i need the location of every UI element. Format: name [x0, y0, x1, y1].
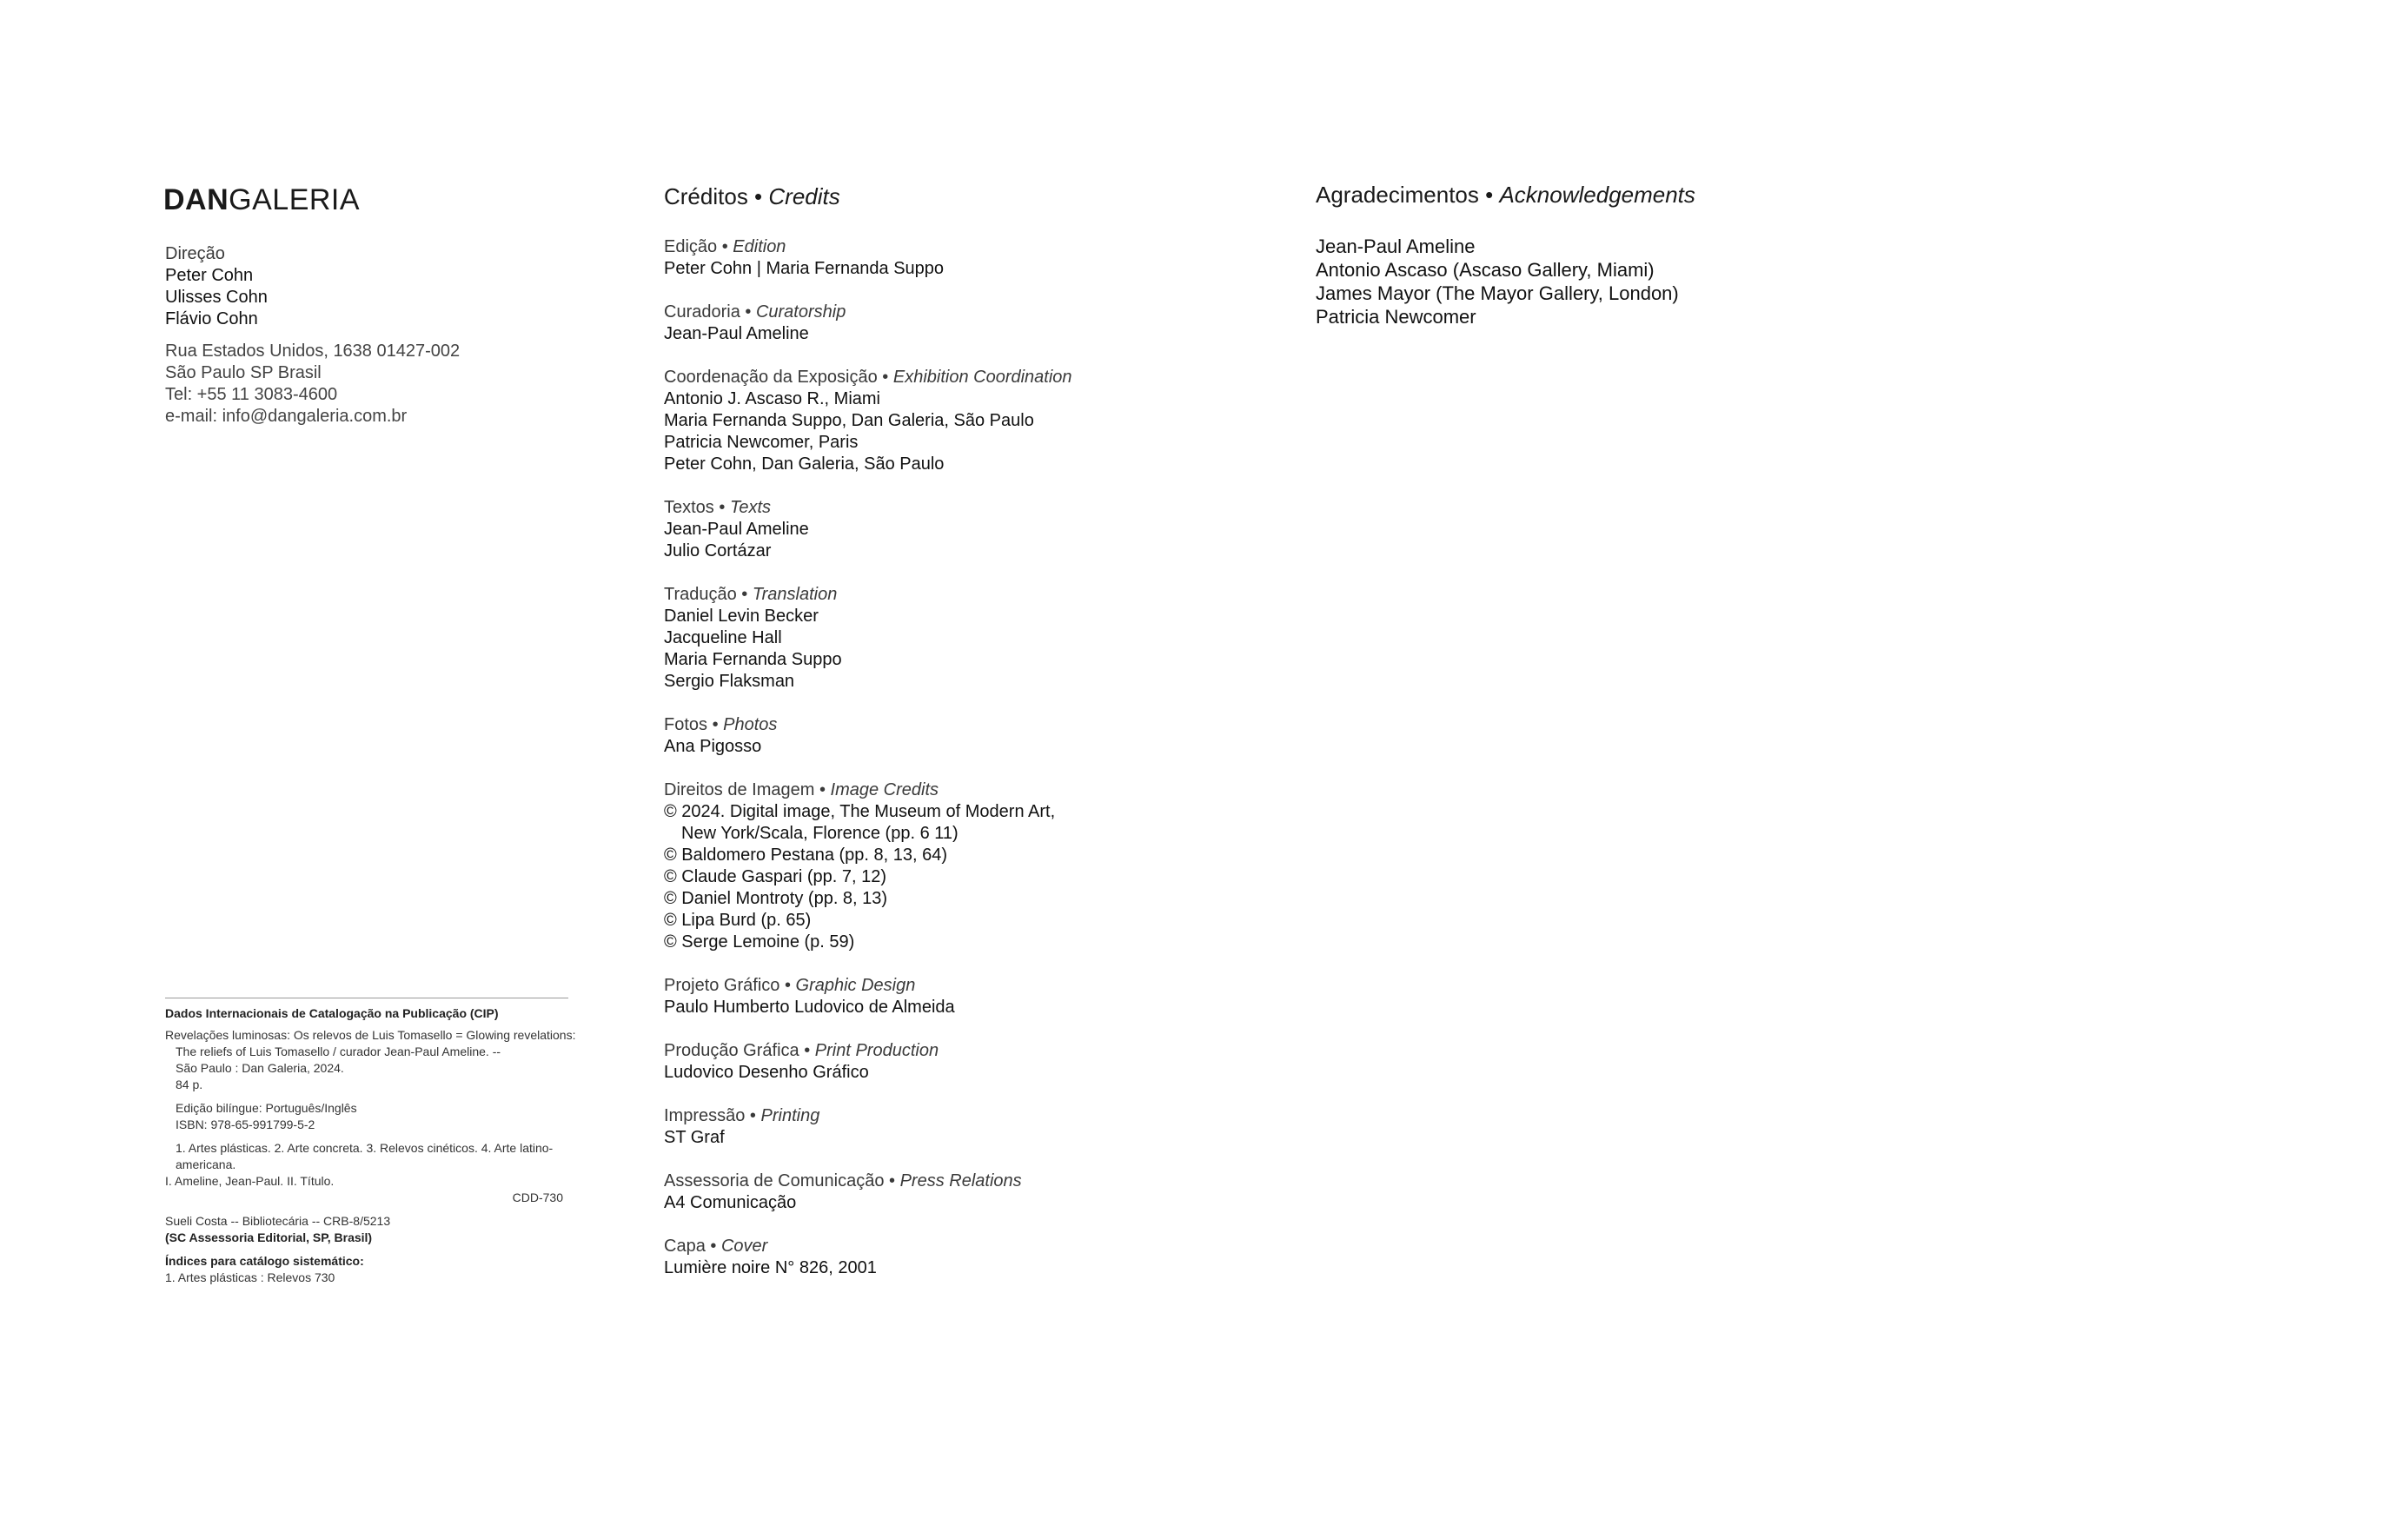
credit-line: Ana Pigosso	[664, 737, 762, 756]
bullet-separator: •	[877, 368, 893, 387]
section-label-pt: Textos	[664, 498, 714, 517]
cip-index-title: Índices para catálogo sistemático:	[165, 1254, 364, 1268]
section-label-pt: Coordenação da Exposição	[664, 368, 878, 387]
credit-line: Paulo Humberto Ludovico de Almeida	[664, 998, 955, 1017]
section-label-en: Printing	[760, 1106, 820, 1125]
credit-line: Julio Cortázar	[664, 541, 772, 560]
cip-librarian: Sueli Costa -- Bibliotecária -- CRB-8/5213	[165, 1214, 391, 1228]
credits-column	[664, 182, 1290, 1301]
bullet-separator: •	[713, 498, 730, 517]
cip-isbn: ISBN: 978-65-991799-5-2	[176, 1117, 315, 1131]
credit-section-print-production	[664, 1040, 1290, 1084]
section-label-en: Exhibition Coordination	[892, 368, 1072, 387]
section-label-en: Curatorship	[755, 302, 846, 322]
address-line: São Paulo SP Brasil	[165, 363, 322, 382]
credit-line: Jean-Paul Ameline	[664, 520, 809, 539]
cip-catalog-block	[165, 998, 576, 1286]
section-label-pt: Capa	[664, 1237, 706, 1256]
section-label-en: Press Relations	[899, 1171, 1022, 1190]
credit-section-texts	[664, 497, 1290, 562]
credit-line: Lumière noire N° 826, 2001	[664, 1258, 877, 1277]
bullet-separator: •	[747, 183, 769, 209]
cip-entry-line: The reliefs of Luis Tomasello / curador Jean-Paul Ameline. --	[176, 1045, 501, 1058]
section-label-pt: Tradução	[664, 585, 737, 604]
section-label-en: Edition	[733, 237, 786, 256]
section-label-pt: Edição	[664, 237, 718, 256]
ack-heading-en: Acknowledgements	[1499, 182, 1695, 208]
cip-edition: Edição bilíngue: Português/Inglês	[176, 1101, 357, 1115]
cip-title: Dados Internacionais de Catalogação na Publicação (CIP)	[165, 1006, 499, 1020]
credits-heading-pt: Créditos	[664, 183, 748, 209]
credit-line: Antonio J. Ascaso R., Miami	[664, 389, 880, 408]
credit-section-graphic-design	[664, 975, 1290, 1018]
bullet-separator: •	[814, 780, 831, 799]
credit-line: Maria Fernanda Suppo	[664, 650, 842, 669]
section-label-en: Photos	[723, 715, 778, 734]
ack-name: James Mayor (The Mayor Gallery, London)	[1316, 282, 1679, 304]
credit-line: © Serge Lemoine (p. 59)	[664, 932, 855, 952]
section-label-en: Graphic Design	[795, 976, 916, 995]
ack-name: Antonio Ascaso (Ascaso Gallery, Miami)	[1316, 259, 1655, 281]
credits-heading-en: Credits	[768, 183, 840, 209]
section-label-en: Print Production	[814, 1041, 939, 1060]
bullet-separator: •	[707, 715, 724, 734]
credit-line: Sergio Flaksman	[664, 672, 795, 691]
credit-section-press	[664, 1171, 1290, 1214]
credit-section-printing	[664, 1105, 1290, 1149]
director-name: Peter Cohn	[165, 266, 254, 285]
credit-line: © Claude Gaspari (pp. 7, 12)	[664, 867, 886, 886]
bullet-separator: •	[779, 976, 796, 995]
credit-line: Peter Cohn | Maria Fernanda Suppo	[664, 259, 945, 278]
section-label-pt: Direitos de Imagem	[664, 780, 815, 799]
logo-light-part: GALERIA	[229, 183, 361, 216]
credits-heading	[664, 182, 1290, 210]
credit-section-cover	[664, 1236, 1290, 1279]
ack-name: Jean-Paul Ameline	[1316, 235, 1476, 257]
cip-subjects: americana.	[176, 1157, 236, 1171]
credit-section-image-credits	[664, 779, 1290, 953]
gallery-logo	[163, 182, 582, 217]
bullet-separator: •	[705, 1237, 721, 1256]
cip-cdd: CDD-730	[512, 1190, 563, 1204]
cip-subjects: 1. Artes plásticas. 2. Arte concreta. 3. Relevos cinéticos. 4. Arte latino-	[176, 1141, 554, 1155]
acknowledgements-column	[1316, 181, 1924, 328]
address-line: Rua Estados Unidos, 1638 01427-002	[165, 342, 461, 361]
credit-line: Daniel Levin Becker	[664, 607, 819, 626]
credit-line: © Lipa Burd (p. 65)	[664, 911, 812, 930]
direction-label: Direção	[165, 244, 225, 263]
section-label-en: Cover	[720, 1237, 768, 1256]
acknowledgements-heading	[1316, 181, 1924, 209]
cip-entry-line: 84 p.	[176, 1078, 203, 1091]
credit-line: ST Graf	[664, 1128, 725, 1147]
credit-section-coordination	[664, 367, 1290, 475]
credit-line: Peter Cohn, Dan Galeria, São Paulo	[664, 454, 945, 474]
credit-line: Jean-Paul Ameline	[664, 324, 809, 343]
bullet-separator: •	[740, 302, 756, 322]
email-line: e-mail: info@dangaleria.com.br	[165, 407, 408, 426]
credit-section-translation	[664, 584, 1290, 693]
cip-entry-line: São Paulo : Dan Galeria, 2024.	[176, 1061, 344, 1075]
section-label-pt: Impressão	[664, 1106, 746, 1125]
cip-index-entry: 1. Artes plásticas : Relevos 730	[165, 1270, 335, 1284]
credit-section-edition	[664, 236, 1290, 280]
bullet-separator: •	[884, 1171, 900, 1190]
credit-line: A4 Comunicação	[664, 1193, 797, 1212]
director-name: Ulisses Cohn	[165, 288, 268, 307]
credit-line: Patricia Newcomer, Paris	[664, 433, 859, 452]
logo-bold-part: DAN	[163, 183, 229, 216]
section-label-en: Texts	[729, 498, 771, 517]
ack-name: Patricia Newcomer	[1316, 306, 1476, 328]
cip-authors: I. Ameline, Jean-Paul. II. Título.	[165, 1174, 335, 1188]
bullet-separator: •	[745, 1106, 761, 1125]
cip-entry-line: Revelações luminosas: Os relevos de Luis Tomasello = Glowing revelations:	[165, 1028, 576, 1042]
section-label-pt: Assessoria de Comunicação	[664, 1171, 885, 1190]
bullet-separator: •	[717, 237, 733, 256]
phone-line: Tel: +55 11 3083-4600	[165, 385, 338, 404]
credit-line: © Daniel Montroty (pp. 8, 13)	[664, 889, 888, 908]
section-label-pt: Curadoria	[664, 302, 740, 322]
credit-section-photos	[664, 714, 1290, 758]
credit-section-curatorship	[664, 302, 1290, 345]
section-label-pt: Fotos	[664, 715, 708, 734]
section-label-en: Image Credits	[830, 780, 939, 799]
credit-line: © 2024. Digital image, The Museum of Modern Art,	[664, 802, 1056, 821]
credit-line: Maria Fernanda Suppo, Dan Galeria, São Paulo	[664, 411, 1034, 430]
bullet-separator: •	[736, 585, 753, 604]
section-label-en: Translation	[752, 585, 838, 604]
ack-heading-pt: Agradecimentos	[1316, 182, 1479, 208]
gallery-info-column	[165, 182, 582, 428]
section-label-pt: Produção Gráfica	[664, 1041, 799, 1060]
director-name: Flávio Cohn	[165, 309, 258, 328]
cip-agency: (SC Assessoria Editorial, SP, Brasil)	[165, 1230, 373, 1244]
bullet-separator: •	[1478, 182, 1500, 208]
credit-line: © Baldomero Pestana (pp. 8, 13, 64)	[664, 846, 948, 865]
credit-line: Ludovico Desenho Gráfico	[664, 1063, 869, 1082]
credit-line: New York/Scala, Florence (pp. 6 11)	[681, 824, 959, 843]
credit-line: Jacqueline Hall	[664, 628, 782, 647]
section-label-pt: Projeto Gráfico	[664, 976, 780, 995]
bullet-separator: •	[799, 1041, 815, 1060]
